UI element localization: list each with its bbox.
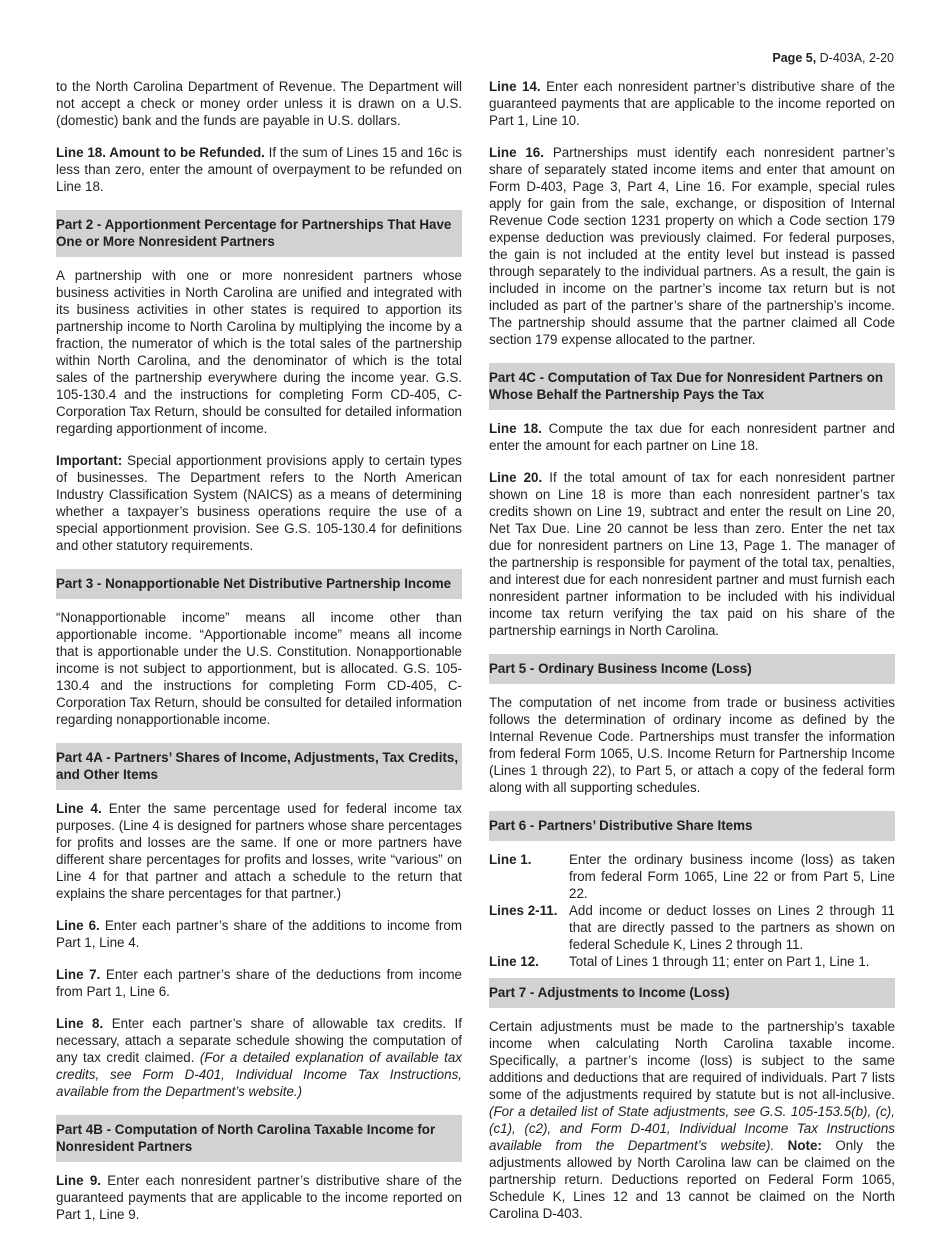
left-column bbox=[56, 78, 462, 1238]
important-text: Special apportionment provisions apply to certain types of businesses. The Department refers to the North American Industry Classification System (NAICS) as a means of determining whether a taxpayer’s business operations require the use of a special apportionment provision. See G.S. 105-130.4 for definitions and other statutory requirements. bbox=[56, 453, 462, 553]
part7-note-text: Only the adjustments allowed by North Carolina law can be claimed on the partnership return. Deductions reported on Federal Form 1065, Schedule K, Lines 12 and 13 cannot be claimed on the North Carolina D-403. bbox=[489, 1138, 895, 1221]
part6-line-table bbox=[489, 851, 895, 970]
line4-paragraph bbox=[56, 800, 462, 902]
line4-text: Enter the same percentage used for federal income tax purposes. (Line 4 is designed for partners whose share percentages for profits and losses are the same. If one or more partners have different share percentages for profits and losses, write “various” on Line 4 for that partner and attach a schedule to the return that explains the share percentages for that partner.) bbox=[56, 801, 462, 901]
line14-label: Line 14. bbox=[489, 79, 541, 94]
table-row bbox=[489, 851, 895, 902]
line9-label: Line 9. bbox=[56, 1173, 101, 1188]
part4a-heading: Part 4A - Partners’ Shares of Income, Adjustments, Tax Credits, and Other Items bbox=[56, 743, 462, 790]
form-id: D-403A, 2-20 bbox=[816, 51, 894, 65]
line8-text: Enter each partner’s share of allowable tax credits. If necessary, attach a separate schedule showing the computation of any tax credit claimed. bbox=[56, 1016, 463, 1065]
line18-refund-text: If the sum of Lines 15 and 16c is less than zero, enter the amount of overpayment to be refunded on Line 18. bbox=[56, 145, 462, 194]
table-row bbox=[489, 953, 895, 970]
line18-tax-paragraph bbox=[489, 420, 895, 454]
part4b-heading: Part 4B - Computation of North Carolina Taxable Income for Nonresident Partners bbox=[56, 1115, 462, 1162]
part6-line-label: Lines 2-11. bbox=[489, 903, 558, 918]
line8-italic-note: (For a detailed explanation of available tax credits, see Form D-401, Individual Income Tax Instructions, available from the Department’s website.) bbox=[56, 1050, 462, 1099]
line9-paragraph bbox=[56, 1172, 462, 1223]
part4c-heading: Part 4C - Computation of Tax Due for Nonresident Partners on Whose Behalf the Partnership Pays the Tax bbox=[489, 363, 895, 410]
line18-refund-label: Line 18. Amount to be Refunded. bbox=[56, 145, 265, 160]
part3-paragraph: “Nonapportionable income” means all income other than apportionable income. “Apportionable income” means all income that is apportionable under the U.S. Constitution. Nonapportionable income is not subject to apportionment, but is allocated. G.S. 105-130.4 and the instructions for completing Form CD-405, C-Corporation Tax Return, should be consulted for detailed information regarding nonapportionable income. bbox=[56, 610, 462, 727]
part6-heading: Part 6 - Partners’ Distributive Share Items bbox=[489, 811, 895, 841]
part2-paragraph: A partnership with one or more nonresident partners whose business activities in North Carolina are unified and integrated with its business activities in other states is required to apportion its partnership income to North Carolina by multiplying the income by a fraction, the numerator of which is the total sales of the partnership within North Carolina, and the denominator of which is the total sales of the partnership everywhere during the income year. G.S. 105-130.4 and the instructions for completing Form CD-405, C-Corporation Tax Return, should be consulted for detailed information regarding apportionment of income. bbox=[56, 268, 462, 436]
part7-heading: Part 7 - Adjustments to Income (Loss) bbox=[489, 978, 895, 1008]
line18-refund-paragraph bbox=[56, 144, 462, 195]
part6-line-text: Enter the ordinary business income (loss) as taken from federal Form 1065, Line 22 or from Part 5, Line 22. bbox=[569, 852, 895, 901]
line9-text: Enter each nonresident partner’s distributive share of the guaranteed payments that are applicable to the income reported on Part 1, Line 9. bbox=[56, 1173, 463, 1222]
important-label: Important: bbox=[56, 453, 123, 468]
page-number: Page 5, bbox=[772, 51, 817, 65]
line18-tax-text: Compute the tax due for each nonresident partner and enter the amount for each partner on Line 18. bbox=[489, 421, 895, 453]
line6-label: Line 6. bbox=[56, 918, 100, 933]
line7-label: Line 7. bbox=[56, 967, 101, 982]
part6-line-label: Line 12. bbox=[489, 954, 539, 969]
table-row bbox=[489, 902, 895, 953]
part7-note-label: Note: bbox=[774, 1138, 822, 1153]
part6-line-text: Total of Lines 1 through 11; enter on Part 1, Line 1. bbox=[569, 954, 870, 969]
part3-heading: Part 3 - Nonapportionable Net Distributive Partnership Income bbox=[56, 569, 462, 599]
part7-paragraph bbox=[489, 1018, 895, 1222]
line18-tax-label: Line 18. bbox=[489, 421, 542, 436]
line20-paragraph bbox=[489, 469, 895, 639]
line4-label: Line 4. bbox=[56, 801, 102, 816]
part2-heading: Part 2 - Apportionment Percentage for Partnerships That Have One or More Nonresident Partners bbox=[56, 210, 462, 257]
part5-heading: Part 5 - Ordinary Business Income (Loss) bbox=[489, 654, 895, 684]
line7-text: Enter each partner’s share of the deductions from income from Part 1, Line 6. bbox=[56, 967, 463, 999]
part6-line-label: Line 1. bbox=[489, 852, 532, 867]
line20-label: Line 20. bbox=[489, 470, 543, 485]
part6-line-text: Add income or deduct losses on Lines 2 through 11 that are directly passed to the partners as shown on federal Schedule K, Lines 2 through 11. bbox=[569, 903, 895, 952]
right-column bbox=[489, 78, 895, 1237]
intro-paragraph: to the North Carolina Department of Revenue. The Department will not accept a check or money order unless it is drawn on a U.S. (domestic) bank and the funds are payable in U.S. dollars. bbox=[56, 79, 462, 128]
line16-paragraph bbox=[489, 144, 895, 348]
line8-label: Line 8. bbox=[56, 1016, 104, 1031]
line20-text: If the total amount of tax for each nonresident partner shown on Line 18 is more than each nonresident partner’s tax credits shown on Line 19, subtract and enter the result on Line 20, Net Tax Due. Line 20 cannot be less than zero. Enter the net tax due for nonresident partners on Line 13, Page 1. The manager of the partnership is responsible for payment of the total tax, penalties, and interest due for each nonresident partner and must furnish each nonresident partner information to be included with his individual income tax return verifying the tax paid on his share of the partnership earnings in North Carolina. bbox=[489, 470, 895, 638]
line16-text: Partnerships must identify each nonresident partner’s share of separately stated income items and enter that amount on Form D-403, Page 3, Part 4, Line 16. For example, special rules apply for gain from the sale, exchange, or disposition of Internal Revenue Code section 1231 property on which a Code section 179 expense deduction was previously claimed. For federal purposes, the gain is not included at the entity level but instead is passed through separately to the individual partners. As a result, the gain is included in income on the partner’s income tax return but is not included as part of the partner’s share of the partnership’s income. The partnership should assume that the partner claimed all Code section 179 expense allocated to the partner. bbox=[489, 145, 895, 347]
part5-paragraph: The computation of net income from trade or business activities follows the determination of ordinary income as defined by the Internal Revenue Code. Partnerships must transfer the information from federal Form 1065, U.S. Income Return for Partnership Income (Lines 1 through 22), to Part 5, or attach a copy of the federal form along with all supporting schedules. bbox=[489, 695, 895, 795]
line14-paragraph bbox=[489, 78, 895, 129]
line7-paragraph bbox=[56, 966, 462, 1000]
line6-text: Enter each partner’s share of the additions to income from Part 1, Line 4. bbox=[56, 918, 462, 950]
important-paragraph bbox=[56, 452, 462, 554]
page-header bbox=[772, 51, 894, 65]
line14-text: Enter each nonresident partner’s distributive share of the guaranteed payments that are applicable to the income reported on Part 1, Line 10. bbox=[489, 79, 895, 128]
line6-paragraph bbox=[56, 917, 462, 951]
line16-label: Line 16. bbox=[489, 145, 544, 160]
part7-italic-note: (For a detailed list of State adjustments, see G.S. 105-153.5(b), (c), (c1), (c2), and Form D-401, Individual Income Tax Instructions available from the Department’s website). bbox=[489, 1104, 895, 1153]
line8-paragraph bbox=[56, 1015, 462, 1100]
part7-text: Certain adjustments must be made to the partnership’s taxable income when calculating North Carolina taxable income. Specifically, a partner’s income (loss) is subject to the same additions and deductions that are required of individuals. Part 7 lists some of the adjustments required by statute but is not all-inclusive. bbox=[489, 1019, 895, 1102]
